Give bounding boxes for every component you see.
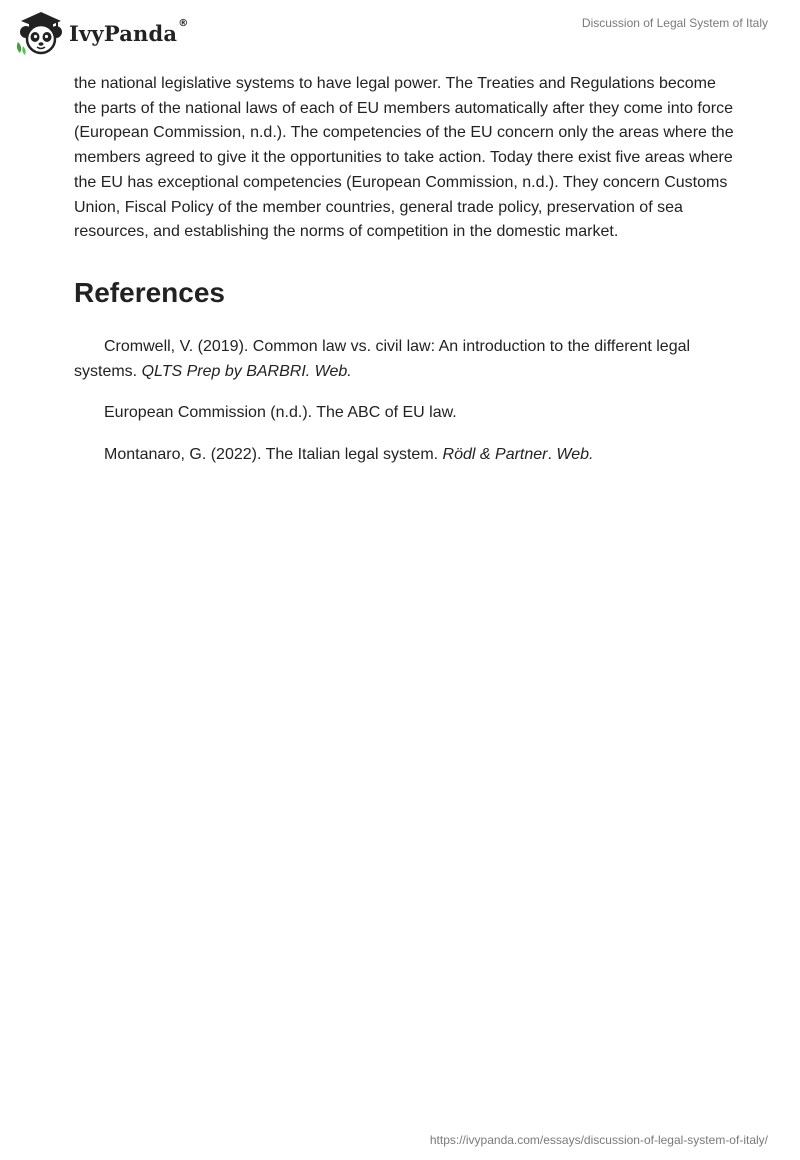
body-paragraph: the national legislative systems to have legal power. The Treaties and Regulations become the parts of the national laws of each of EU members automatically after they come into force (European Commission, n.d.). The competencies of the EU concern only the areas where the members agreed to give it the opportunities to take action. Today there exist five areas where the EU has exceptional competencies (European Commission, n.d.). They concern Customs Union, Fiscal Policy of the member countries, general trade policy, preservation of sea resources, and establishing the norms of competition in the domestic market. <box>74 75 734 241</box>
reference-item <box>74 401 734 426</box>
reference-item <box>74 443 734 468</box>
reference-item <box>74 335 734 384</box>
reference-source: QLTS Prep by BARBRI. Web. <box>141 362 352 380</box>
reference-text: European Commission (n.d.). The ABC of EU law. <box>104 404 457 422</box>
references-heading: References <box>74 276 225 308</box>
panda-graduation-cap-icon <box>15 8 63 56</box>
document-title: Discussion of Legal System of Italy <box>581 16 768 30</box>
registered-mark: ® <box>178 17 189 29</box>
brand-name: IvyPanda® <box>69 17 189 46</box>
reference-text: Montanaro, G. (2022). The Italian legal system. <box>104 446 443 464</box>
reference-separator: . <box>547 446 557 464</box>
brand-logo[interactable] <box>15 8 188 56</box>
reference-medium: Web. <box>556 446 594 464</box>
page-header <box>0 0 800 60</box>
document-body <box>74 72 734 468</box>
reference-source: Rödl & Partner <box>442 446 548 464</box>
reference-text: Cromwell, V. (2019). Common law vs. civil law: An introduction to the different legal systems. <box>74 337 691 380</box>
source-url[interactable]: https://ivypanda.com/essays/discussion-of-legal-system-of-italy/ <box>429 1133 768 1147</box>
